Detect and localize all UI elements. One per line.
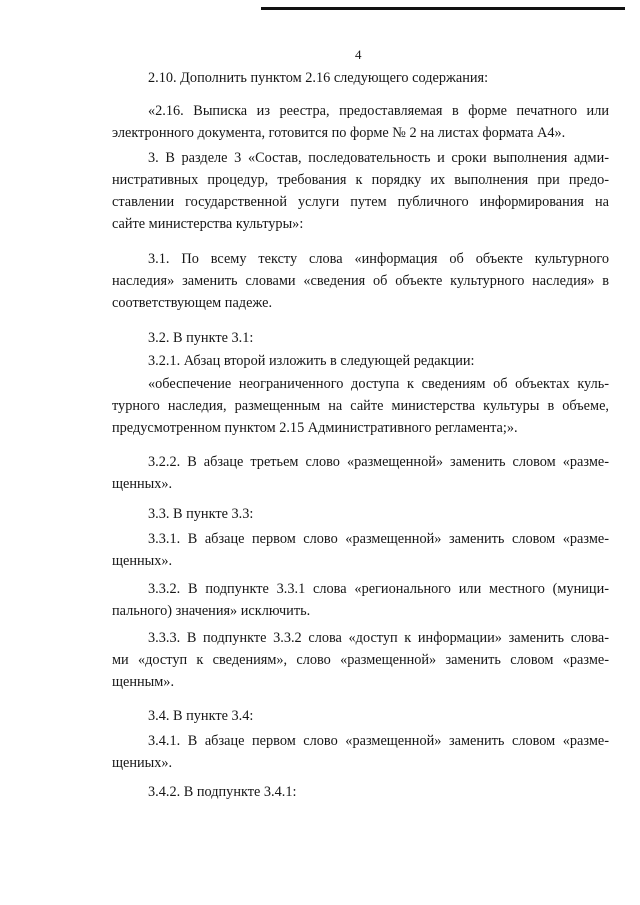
paragraph-3-3-3 (112, 627, 609, 693)
text-line: ми «доступ к сведениям», слово «размещенной» заменить словом «разме- (112, 652, 609, 668)
text-line: нистративных процедур, требования к порядку их выполнения при предо- (112, 172, 609, 188)
text-line: 3.4.2. В подпункте 3.4.1: (148, 784, 297, 800)
text-line: 3.3.2. В подпункте 3.3.1 слова «регионального или местного (муници- (148, 581, 609, 597)
text-line: сайте министерства культуры»: (112, 216, 304, 232)
paragraph-3-1 (112, 248, 609, 314)
text-line: 3.2.1. Абзац второй изложить в следующей редакции: (148, 353, 475, 369)
text-line: 3.4. В пункте 3.4: (148, 708, 254, 724)
paragraph-section-3 (112, 147, 609, 235)
paragraph-3-3-2 (112, 578, 609, 622)
document-body (112, 67, 609, 867)
paragraph-3-4 (112, 705, 609, 727)
text-line: электронного документа, готовится по форме № 2 на листах формата А4». (112, 125, 566, 141)
paragraph-3-2-1-quote (112, 373, 609, 439)
text-line: ставлении государственной услуги путем публичного информирования на (112, 194, 609, 210)
paragraph-3-4-1 (112, 730, 609, 774)
text-line: щениых». (112, 755, 173, 771)
paragraph-3-3 (112, 503, 609, 525)
text-line: 3.3.1. В абзаце первом слово «размещенной» заменить словом «разме- (148, 531, 609, 547)
text-line: 3.2.2. В абзаце третьем слово «размещенной» заменить словом «разме- (148, 454, 609, 470)
text-line: «2.16. Выписка из реестра, предоставляемая в форме печатного или (148, 103, 609, 119)
paragraph-3-3-1 (112, 528, 609, 572)
paragraph-2-10 (112, 67, 609, 89)
text-line: 2.10. Дополнить пунктом 2.16 следующего содержания: (148, 70, 489, 86)
text-line: щенных». (112, 476, 173, 492)
text-line: 3. В разделе 3 «Состав, последовательность и сроки выполнения адми- (148, 150, 609, 166)
paragraph-3-4-2 (112, 781, 609, 803)
text-line: 3.3. В пункте 3.3: (148, 506, 254, 522)
text-line: щенным». (112, 674, 175, 690)
text-line: щенных». (112, 553, 173, 569)
text-line: 3.2. В пункте 3.1: (148, 330, 254, 346)
paragraph-2-16-quote (112, 100, 609, 144)
paragraph-3-2 (112, 327, 609, 349)
text-line: турного наследия, размещенным на сайте министерства культуры в объеме, (112, 398, 609, 414)
paragraph-3-2-1 (112, 350, 609, 372)
page-number: 4 (355, 47, 362, 62)
text-line: 3.4.1. В абзаце первом слово «размещенной» заменить словом «разме- (148, 733, 609, 749)
text-line: 3.3.3. В подпункте 3.3.2 слова «доступ к информации» заменить слова- (148, 630, 609, 646)
text-line: наследия» заменить словами «сведения об объекте культурного наследия» в (112, 273, 609, 289)
text-line: предусмотренном пунктом 2.15 Административного регламента;». (112, 420, 518, 436)
text-line: «обеспечение неограниченного доступа к сведениям об объектах куль- (148, 376, 609, 392)
paragraph-3-2-2 (112, 451, 609, 495)
text-line: 3.1. По всему тексту слова «информация об объекте культурного (148, 251, 609, 267)
top-rule (261, 7, 625, 10)
text-line: пального) значения» исключить. (112, 603, 311, 619)
text-line: соответствующем падеже. (112, 295, 273, 311)
